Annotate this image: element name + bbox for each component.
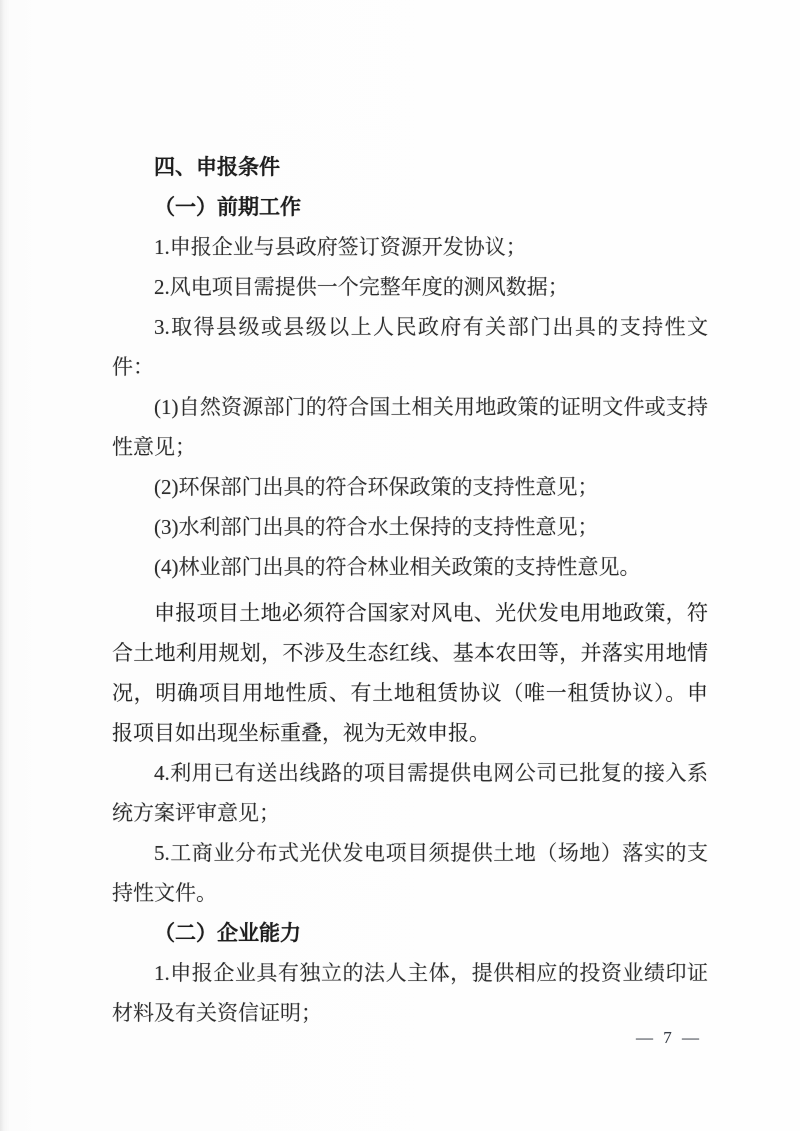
section-heading: 四、申报条件: [154, 155, 280, 179]
sub-list-item-3: (3)水利部门出具的符合水土保持的支持性意见；: [154, 515, 599, 539]
sub-list-item-2: (2)环保部门出具的符合环保政策的支持性意见；: [154, 475, 599, 499]
sub-list-item-4: (4)林业部门出具的符合林业相关政策的支持性意见。: [154, 555, 641, 579]
list-item-5: 5.工商业分布式光伏发电项目须提供土地（场地）落实的支持性文件。: [112, 841, 708, 905]
subsection-heading-preliminary-work: （一）前期工作: [154, 195, 301, 219]
subsection-heading-enterprise-capability: （二）企业能力: [154, 921, 301, 945]
list-item-2: 2.风电项目需提供一个完整年度的测风数据；: [154, 275, 569, 299]
sub-list-item-1: (1)自然资源部门的符合国土相关用地政策的证明文件或支持性意见；: [112, 395, 708, 459]
document-body: [112, 147, 708, 1033]
list-item-1: 1.申报企业与县政府签订资源开发协议；: [154, 235, 527, 259]
list-item-4: 4.利用已有送出线路的项目需提供电网公司已批复的接入系统方案评审意见；: [112, 761, 708, 825]
capability-item-1: 1.申报企业具有独立的法人主体，提供相应的投资业绩印证材料及有关资信证明；: [112, 961, 708, 1025]
list-item-3: 3.取得县级或县级以上人民政府有关部门出具的支持性文件：: [112, 315, 708, 379]
land-policy-paragraph: 申报项目土地必须符合国家对风电、光伏发电用地政策，符合土地利用规划，不涉及生态红线、基本农田等，并落实用地情况，明确项目用地性质、有土地租赁协议（唯一租赁协议）。申报项目如出现坐标重叠，视为无效申报。: [112, 601, 708, 745]
page-number: — 7 —: [636, 1028, 702, 1047]
